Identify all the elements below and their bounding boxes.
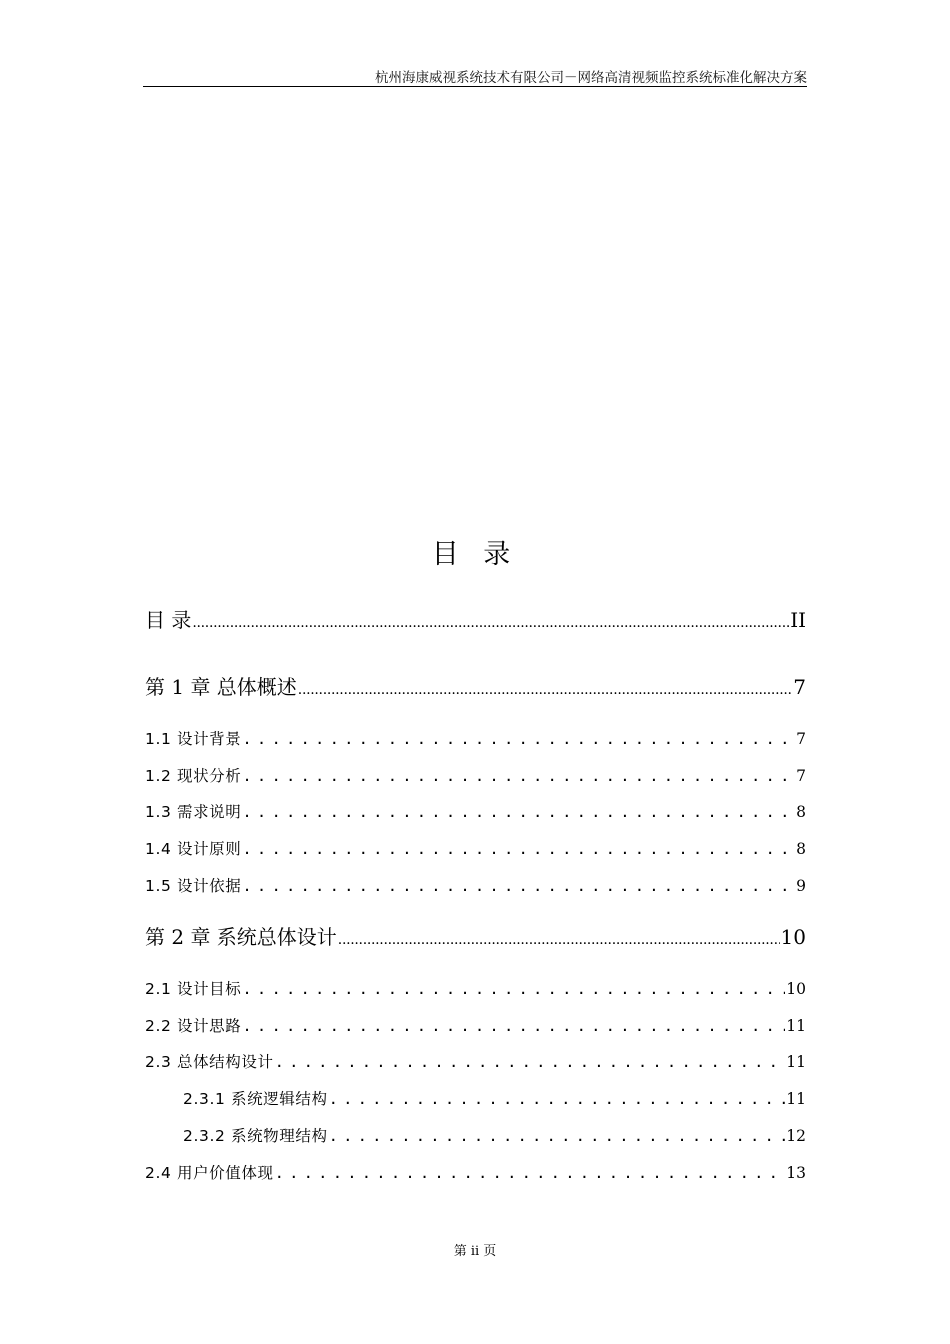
dot-leader: [242, 877, 795, 895]
dot-leader: [242, 767, 795, 785]
toc-entry-page: 11: [786, 1017, 806, 1035]
toc-entry-label: 1.5 设计依据: [145, 877, 242, 895]
dot-leader: [275, 1164, 786, 1182]
header-rule: [143, 86, 807, 87]
toc-entry-page: 8: [796, 803, 806, 821]
toc-entry-label: 1.2 现状分析: [145, 767, 242, 785]
toc-entry-label: 2.2 设计思路: [145, 1017, 242, 1035]
toc-entry-page: 12: [786, 1127, 806, 1145]
dot-leader: [329, 1127, 786, 1145]
toc-entry-label: 目 录: [145, 608, 192, 632]
running-header: 杭州海康威视系统技术有限公司－网络高清视频监控系统标准化解决方案: [375, 70, 807, 86]
dot-leader: [275, 1053, 786, 1071]
dot-leader: [192, 615, 789, 631]
toc-entry-label: 2.4 用户价值体现: [145, 1164, 274, 1182]
toc-entry-chapter-1[interactable]: [145, 671, 806, 700]
toc-entry-2-4[interactable]: [145, 1161, 806, 1183]
dot-leader: [338, 932, 780, 948]
toc-entry-page: 10: [786, 980, 806, 998]
dot-leader: [242, 980, 785, 998]
toc-entry-page: 9: [796, 877, 806, 895]
toc-entry-2-2[interactable]: [145, 1014, 806, 1036]
toc-entry-contents[interactable]: [145, 604, 806, 633]
dot-leader: [242, 1017, 785, 1035]
toc-entry-label: 第 2 章 系统总体设计: [145, 925, 337, 949]
toc-entry-label: 2.3.1 系统逻辑结构: [183, 1090, 328, 1108]
toc-entry-label: 1.3 需求说明: [145, 803, 242, 821]
toc-entry-page: 7: [796, 730, 806, 748]
toc-title: 目 录: [431, 539, 519, 570]
toc-entry-2-3[interactable]: [145, 1050, 806, 1072]
dot-leader: [242, 840, 795, 858]
toc-entry-page: 10: [780, 925, 806, 949]
toc-entry-page: 11: [786, 1053, 806, 1071]
toc-entry-1-5[interactable]: [145, 874, 806, 896]
dot-leader: [242, 803, 795, 821]
toc-entry-page: 11: [786, 1090, 806, 1108]
toc-entry-1-4[interactable]: [145, 837, 806, 859]
toc-entry-chapter-2[interactable]: [145, 921, 806, 950]
toc-entry-label: 2.1 设计目标: [145, 980, 242, 998]
toc-entry-2-3-2[interactable]: [183, 1124, 806, 1146]
toc-entry-1-3[interactable]: [145, 800, 806, 822]
toc-entry-label: 2.3.2 系统物理结构: [183, 1127, 328, 1145]
toc-entry-page: 8: [796, 840, 806, 858]
toc-entry-page: 13: [786, 1164, 806, 1182]
toc-entry-1-1[interactable]: [145, 727, 806, 749]
toc-entry-2-1[interactable]: [145, 977, 806, 999]
dot-leader: [329, 1090, 786, 1108]
toc-entry-label: 1.1 设计背景: [145, 730, 242, 748]
toc-entry-label: 1.4 设计原则: [145, 840, 242, 858]
toc-entry-page: 7: [793, 675, 806, 699]
page-number-footer: 第 ii 页: [453, 1244, 497, 1259]
toc-entry-label: 第 1 章 总体概述: [145, 675, 297, 699]
dot-leader: [242, 730, 795, 748]
toc-entry-page: II: [790, 608, 806, 632]
toc-entry-1-2[interactable]: [145, 764, 806, 786]
dot-leader: [298, 682, 792, 698]
toc-entry-label: 2.3 总体结构设计: [145, 1053, 274, 1071]
toc-entry-page: 7: [796, 767, 806, 785]
toc-entry-2-3-1[interactable]: [183, 1087, 806, 1109]
